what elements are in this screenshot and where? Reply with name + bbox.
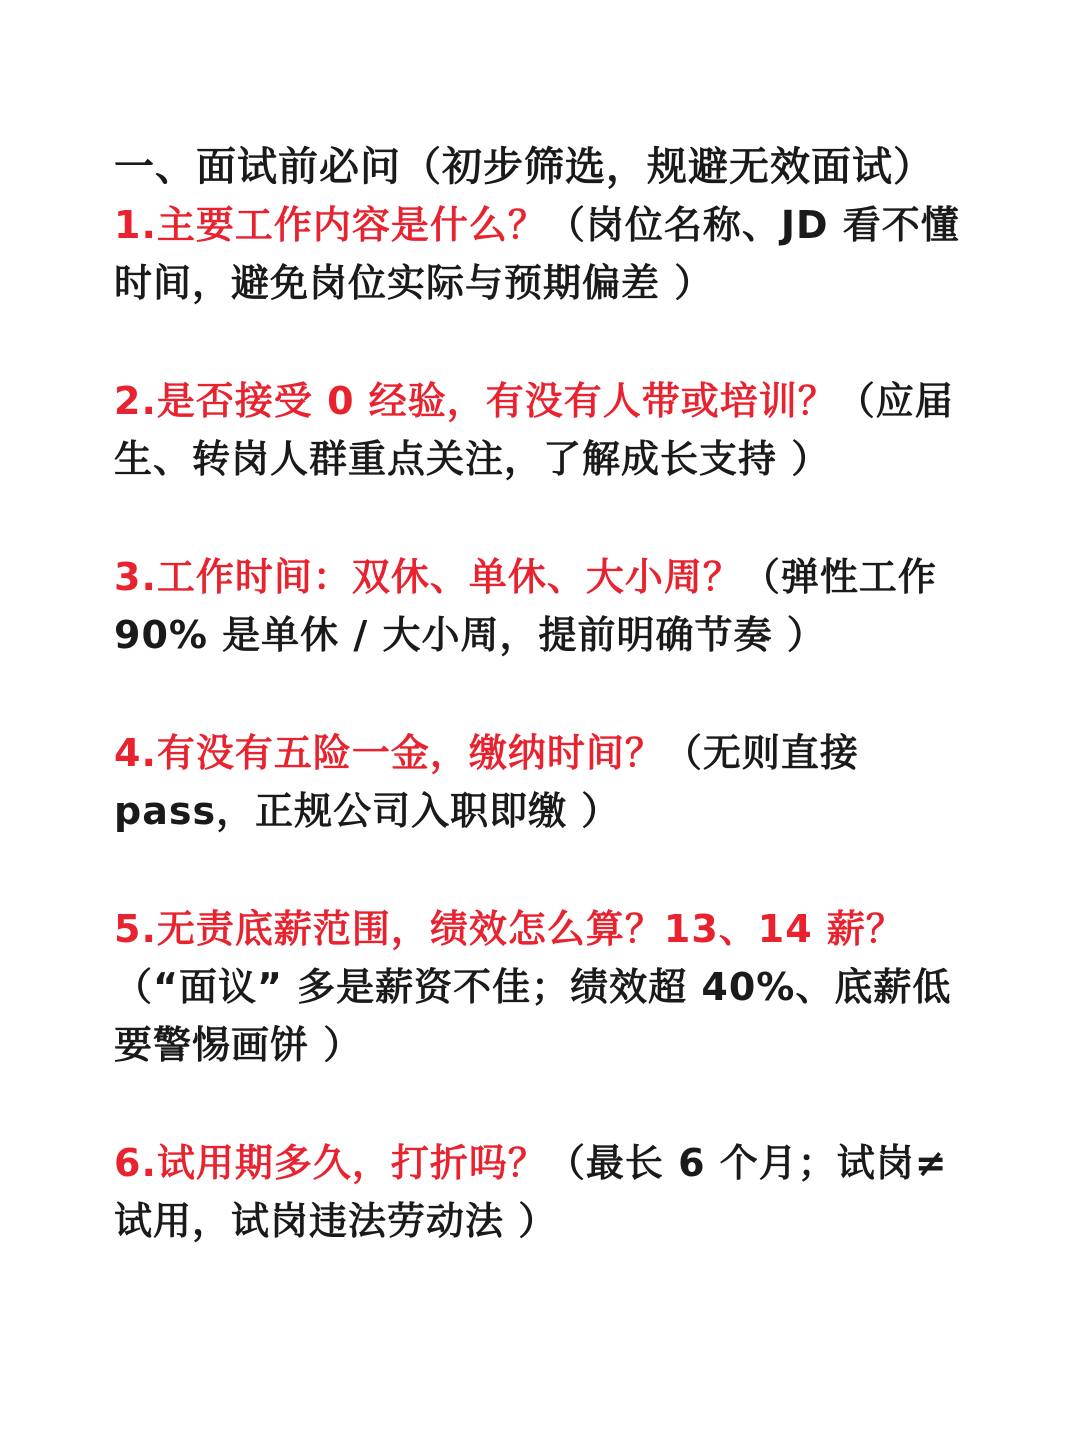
item-note: （“面议” 多是薪资不佳；绩效超 40%、底薪低要警惕画饼 ）: [114, 965, 952, 1067]
item-question: 6.试用期多久，打折吗？: [114, 1141, 547, 1185]
item-question: 1.主要工作内容是什么？: [114, 203, 547, 247]
item-question: 4.有没有五险一金，缴纳时间？: [114, 731, 664, 775]
article-body: [114, 138, 972, 1310]
item-note: （弹性工作 90% 是单休 / 大小周，提前明确节奏 ）: [114, 555, 937, 657]
item-question: 2.是否接受 0 经验，有没有人带或培训？: [114, 379, 837, 423]
item-question: 3.工作时间：双休、单休、大小周？: [114, 555, 742, 599]
item-note: （应届生、转岗人群重点关注，了解成长支持 ）: [114, 379, 954, 481]
item-note: （最长 6 个月；试岗≠试用，试岗违法劳动法 ）: [114, 1141, 948, 1243]
item-question: 5.无责底薪范围，绩效怎么算？13、14 薪？: [114, 907, 905, 951]
list-item: [114, 196, 972, 312]
list-item: [114, 900, 972, 1074]
list-item: [114, 372, 972, 488]
list-item: [114, 548, 972, 664]
item-note: （岗位名称、JD 看不懂时间，避免岗位实际与预期偏差 ）: [114, 203, 960, 305]
item-note: （无则直接pass，正规公司入职即缴 ）: [114, 731, 859, 833]
list-item: [114, 724, 972, 840]
section-heading: 一、面试前必问（初步筛选，规避无效面试）: [114, 144, 934, 190]
list-item: [114, 1134, 972, 1250]
